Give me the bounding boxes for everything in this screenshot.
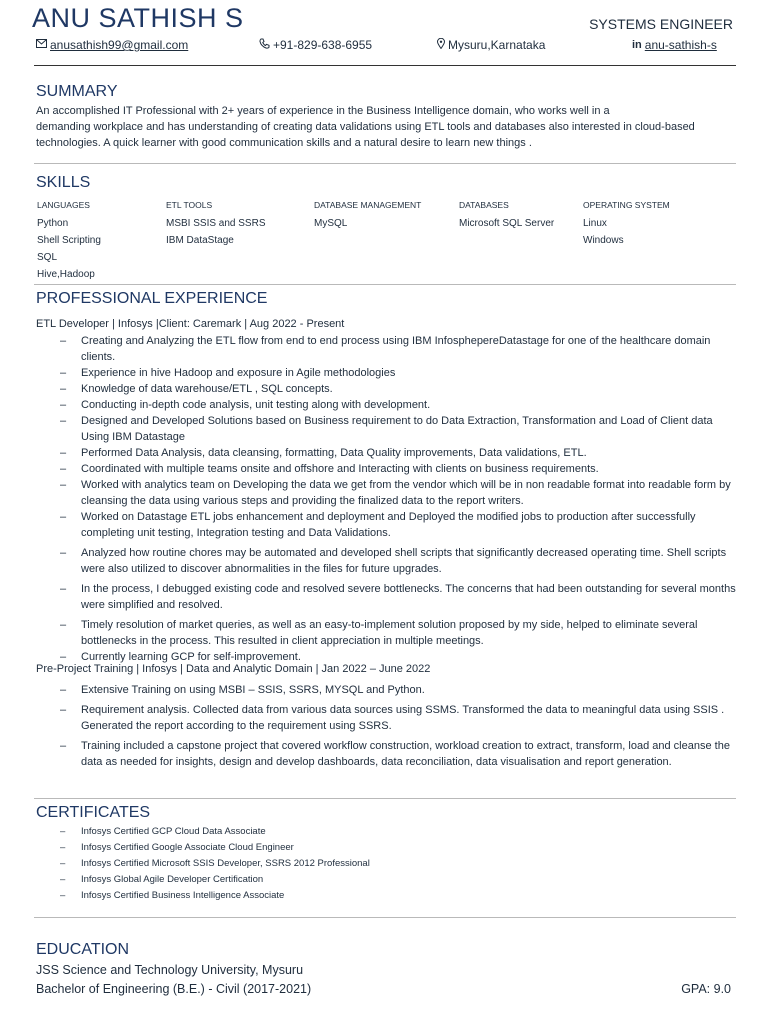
education-school: JSS Science and Technology University, Mysuru	[36, 963, 304, 977]
summary-heading: SUMMARY	[36, 83, 118, 100]
phone-number: +91-829-638-6955	[273, 38, 373, 52]
skill-item: MSBI SSIS and SSRS	[166, 218, 266, 229]
bullet-item: – Worked with analytics team on Developing the data we get from the vendor which will be in non readable format into readable form by cleansing the data using various steps and providing the finalized data to the report writers.	[36, 477, 742, 509]
skill-column-heading: DATABASE MANAGEMENT	[314, 200, 422, 210]
education-heading: EDUCATION	[36, 941, 130, 958]
skill-column-heading: LANGUAGES	[37, 200, 90, 210]
education-degree: Bachelor of Engineering (B.E.) - Civil (2017-2021)	[36, 982, 312, 996]
skill-item: SQL	[37, 252, 58, 263]
phone-icon	[259, 38, 270, 52]
skill-item: Linux	[583, 218, 607, 229]
job-bullets	[36, 333, 742, 665]
contact-phone	[259, 38, 372, 52]
email-link[interactable]: anusathish99@gmail.com	[50, 38, 189, 52]
bullet-item: – Timely resolution of market queries, as well as an easy-to-implement solution proposed by my side, helped to eliminate several bottlenecks in the process. This resulted in client appreciation in multiple meetings.	[36, 617, 742, 649]
certificate-item: – Infosys Certified Business Intelligence Associate	[36, 888, 636, 904]
skill-item: Shell Scripting	[37, 235, 101, 246]
job-entry-title: Pre-Project Training | Infosys | Data and Analytic Domain | Jan 2022 – June 2022	[36, 663, 431, 675]
location-pin-icon	[437, 38, 445, 52]
job-title: SYSTEMS ENGINEER	[589, 16, 733, 32]
skills-heading: SKILLS	[36, 174, 91, 191]
skill-item: Windows	[583, 235, 624, 246]
skill-item: MySQL	[314, 218, 348, 229]
skill-item: Hive,Hadoop	[37, 269, 95, 280]
certificate-item: – Infosys Certified GCP Cloud Data Associate	[36, 824, 636, 840]
bullet-item: – Requirement analysis. Collected data from various data sources using SSMS. Transformed the data to meaningful data using SSIS . Generated the report according to the requirement using SSRS.	[36, 702, 742, 734]
bullet-item: – Experience in hive Hadoop and exposure in Agile methodologies	[36, 365, 742, 381]
job-bullets	[36, 682, 742, 770]
certificate-list	[36, 824, 636, 904]
contact-location	[437, 38, 545, 52]
bullet-item: – Extensive Training on using MSBI – SSIS, SSRS, MYSQL and Python.	[36, 682, 742, 698]
bullet-item: – Currently learning GCP for self-improvement.	[36, 649, 742, 665]
mail-icon	[36, 39, 47, 51]
skill-column-databases	[459, 198, 554, 232]
summary-line: demanding workplace and has understanding of creating data validations using ETL tools and databases also interested in cloud-based	[36, 121, 695, 133]
certificate-item: – Infosys Certified Google Associate Cloud Engineer	[36, 840, 636, 856]
linkedin-link[interactable]: anu-sathish-s	[644, 38, 717, 52]
contact-email[interactable]	[36, 38, 188, 52]
skill-column-languages	[37, 198, 101, 283]
section-divider	[34, 917, 736, 918]
bullet-item: – Designed and Developed Solutions based on Business requirement to do Data Extraction, Transformation and Load of Client data Using IBM Datastage	[36, 413, 742, 445]
education-gpa: GPA: 9.0	[681, 982, 731, 996]
skill-item: IBM DataStage	[166, 235, 234, 246]
certificate-item: – Infosys Certified Microsoft SSIS Developer, SSRS 2012 Professional	[36, 856, 636, 872]
certificates-heading: CERTIFICATES	[36, 804, 151, 821]
section-divider	[34, 798, 736, 799]
bullet-item: – Knowledge of data warehouse/ETL , SQL concepts.	[36, 381, 742, 397]
skill-column-heading: OPERATING SYSTEM	[583, 200, 670, 210]
contact-linkedin[interactable]	[632, 38, 717, 52]
skill-item: Microsoft SQL Server	[459, 218, 555, 229]
skill-column-operating-system	[583, 198, 670, 249]
skill-column-heading: ETL TOOLS	[166, 200, 213, 210]
bullet-item: – Coordinated with multiple teams onsite and offshore and Interacting with clients on business requirements.	[36, 461, 742, 477]
candidate-name: ANU SATHISH S	[32, 3, 244, 33]
skill-column-database-management	[314, 198, 421, 232]
location-text: Mysuru,Karnataka	[448, 38, 546, 52]
summary-line: An accomplished IT Professional with 2+ years of experience in the Business Intelligence domain, who works well in a	[36, 105, 610, 117]
section-divider	[34, 163, 736, 164]
bullet-item: – Creating and Analyzing the ETL flow from end to end process using IBM InfosphepereDatastage for one of the healthcare domain clients.	[36, 333, 742, 365]
linkedin-icon: in	[632, 38, 642, 51]
summary-line: technologies. A quick learner with good communication skills and a natural desire to learn new things .	[36, 137, 532, 149]
bullet-item: – Performed Data Analysis, data cleansing, formatting, Data Quality improvements, Data validations, ETL.	[36, 445, 742, 461]
summary-text	[36, 103, 746, 151]
skill-item: Python	[37, 218, 69, 229]
experience-heading: PROFESSIONAL EXPERIENCE	[36, 290, 268, 307]
bullet-item: – Training included a capstone project that covered workflow construction, workload creation to extract, transform, load and cleanse the data as needed for insights, design and develop dashboards, data reconciliation, data visualisation and report generation.	[36, 738, 742, 770]
certificate-item: – Infosys Global Agile Developer Certification	[36, 872, 636, 888]
bullet-item: – Analyzed how routine chores may be automated and developed shell scripts that significantly decreased operating time. Shell scripts were also utilized to discover abnormalities in the files for future upgrades.	[36, 545, 742, 577]
bullet-item: – Conducting in-depth code analysis, unit testing along with development.	[36, 397, 742, 413]
skill-column-heading: DATABASES	[459, 200, 509, 210]
section-divider	[34, 284, 736, 285]
bullet-item: – Worked on Datastage ETL jobs enhancement and deployment and Deployed the modified jobs to production after successfully completing unit testing, Integration testing and Data Validations.	[36, 509, 742, 541]
job-entry-title: ETL Developer | Infosys |Client: Caremark | Aug 2022 - Present	[36, 318, 345, 330]
bullet-item: – In the process, I debugged existing code and resolved severe bottlenecks. The concerns that had been outstanding for several months were simplified and resolved.	[36, 581, 742, 613]
header-divider	[34, 65, 736, 66]
skill-column-etl-tools	[166, 198, 266, 249]
